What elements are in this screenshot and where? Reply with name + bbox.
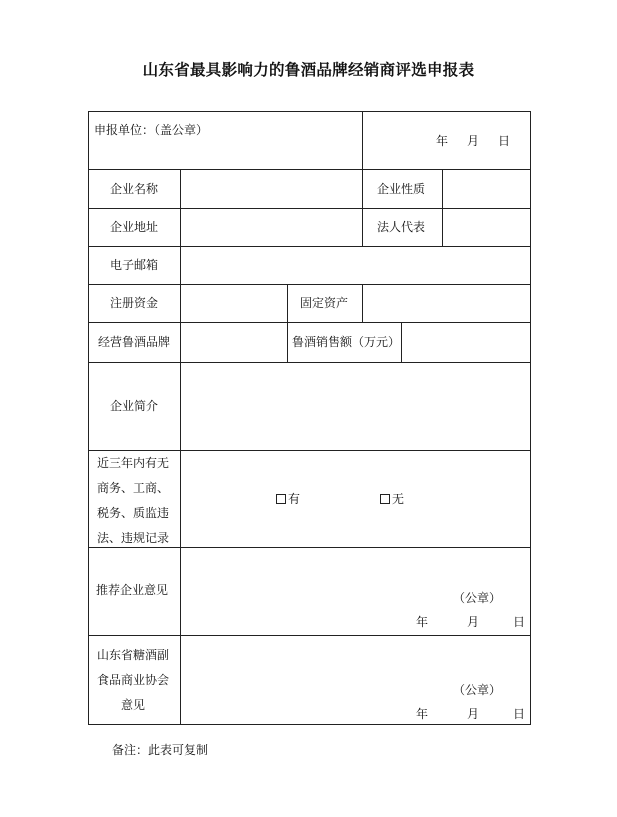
date-day: 日 — [498, 134, 511, 148]
association-month: 月 — [467, 707, 480, 721]
applicant-label: 申报单位：（盖公章） — [94, 123, 209, 137]
company-address-label: 企业地址 — [110, 220, 159, 234]
column-divider — [442, 169, 443, 246]
brands-label: 经营鲁酒品牌 — [98, 335, 171, 349]
footnote: 备注：此表可复制 — [112, 743, 209, 757]
label-column-divider — [180, 169, 181, 725]
column-divider — [362, 169, 363, 246]
table-border-left — [88, 111, 89, 725]
legal-rep-label: 法人代表 — [377, 220, 426, 234]
email-label: 电子邮箱 — [110, 258, 159, 272]
row-divider — [88, 362, 531, 363]
recommend-year: 年 — [416, 615, 429, 629]
registered-capital-label: 注册资金 — [110, 296, 159, 310]
violations-label: 近三年内有无 商务、工商、 税务、质监违 法、违规记录 — [96, 456, 169, 545]
sales-label: 鲁酒销售额（万元） — [292, 335, 401, 349]
option-no[interactable]: 无 — [380, 490, 404, 508]
table-border-top — [88, 111, 531, 112]
row-divider — [88, 246, 531, 247]
column-divider — [362, 284, 363, 322]
table-border-right — [530, 111, 531, 725]
row-divider — [88, 208, 531, 209]
association-day: 日 — [513, 707, 526, 721]
table-border-bottom — [88, 724, 531, 725]
column-divider — [362, 111, 363, 169]
column-divider — [401, 322, 402, 362]
company-type-label: 企业性质 — [377, 182, 426, 196]
recommend-day: 日 — [513, 615, 526, 629]
form-title: 山东省最具影响力的鲁酒品牌经销商评选申报表 — [142, 61, 475, 79]
column-divider — [287, 284, 288, 362]
row-divider — [88, 169, 531, 170]
recommend-month: 月 — [467, 615, 480, 629]
recommend-seal: （公章） — [453, 591, 502, 605]
recommend-label: 推荐企业意见 — [96, 583, 169, 597]
no-checkbox[interactable] — [380, 494, 390, 504]
company-name-label: 企业名称 — [110, 182, 159, 196]
association-year: 年 — [416, 707, 429, 721]
yes-checkbox[interactable] — [276, 494, 286, 504]
association-seal: （公章） — [453, 683, 502, 697]
fixed-assets-label: 固定资产 — [300, 296, 349, 310]
option-yes[interactable]: 有 — [276, 490, 300, 508]
row-divider — [88, 322, 531, 323]
row-divider — [88, 635, 531, 636]
date-year: 年 — [436, 134, 449, 148]
row-divider — [88, 284, 531, 285]
association-label: 山东省糖酒副 食品商业协会 意见 — [96, 648, 169, 712]
profile-label: 企业简介 — [110, 399, 159, 413]
date-month: 月 — [467, 134, 480, 148]
